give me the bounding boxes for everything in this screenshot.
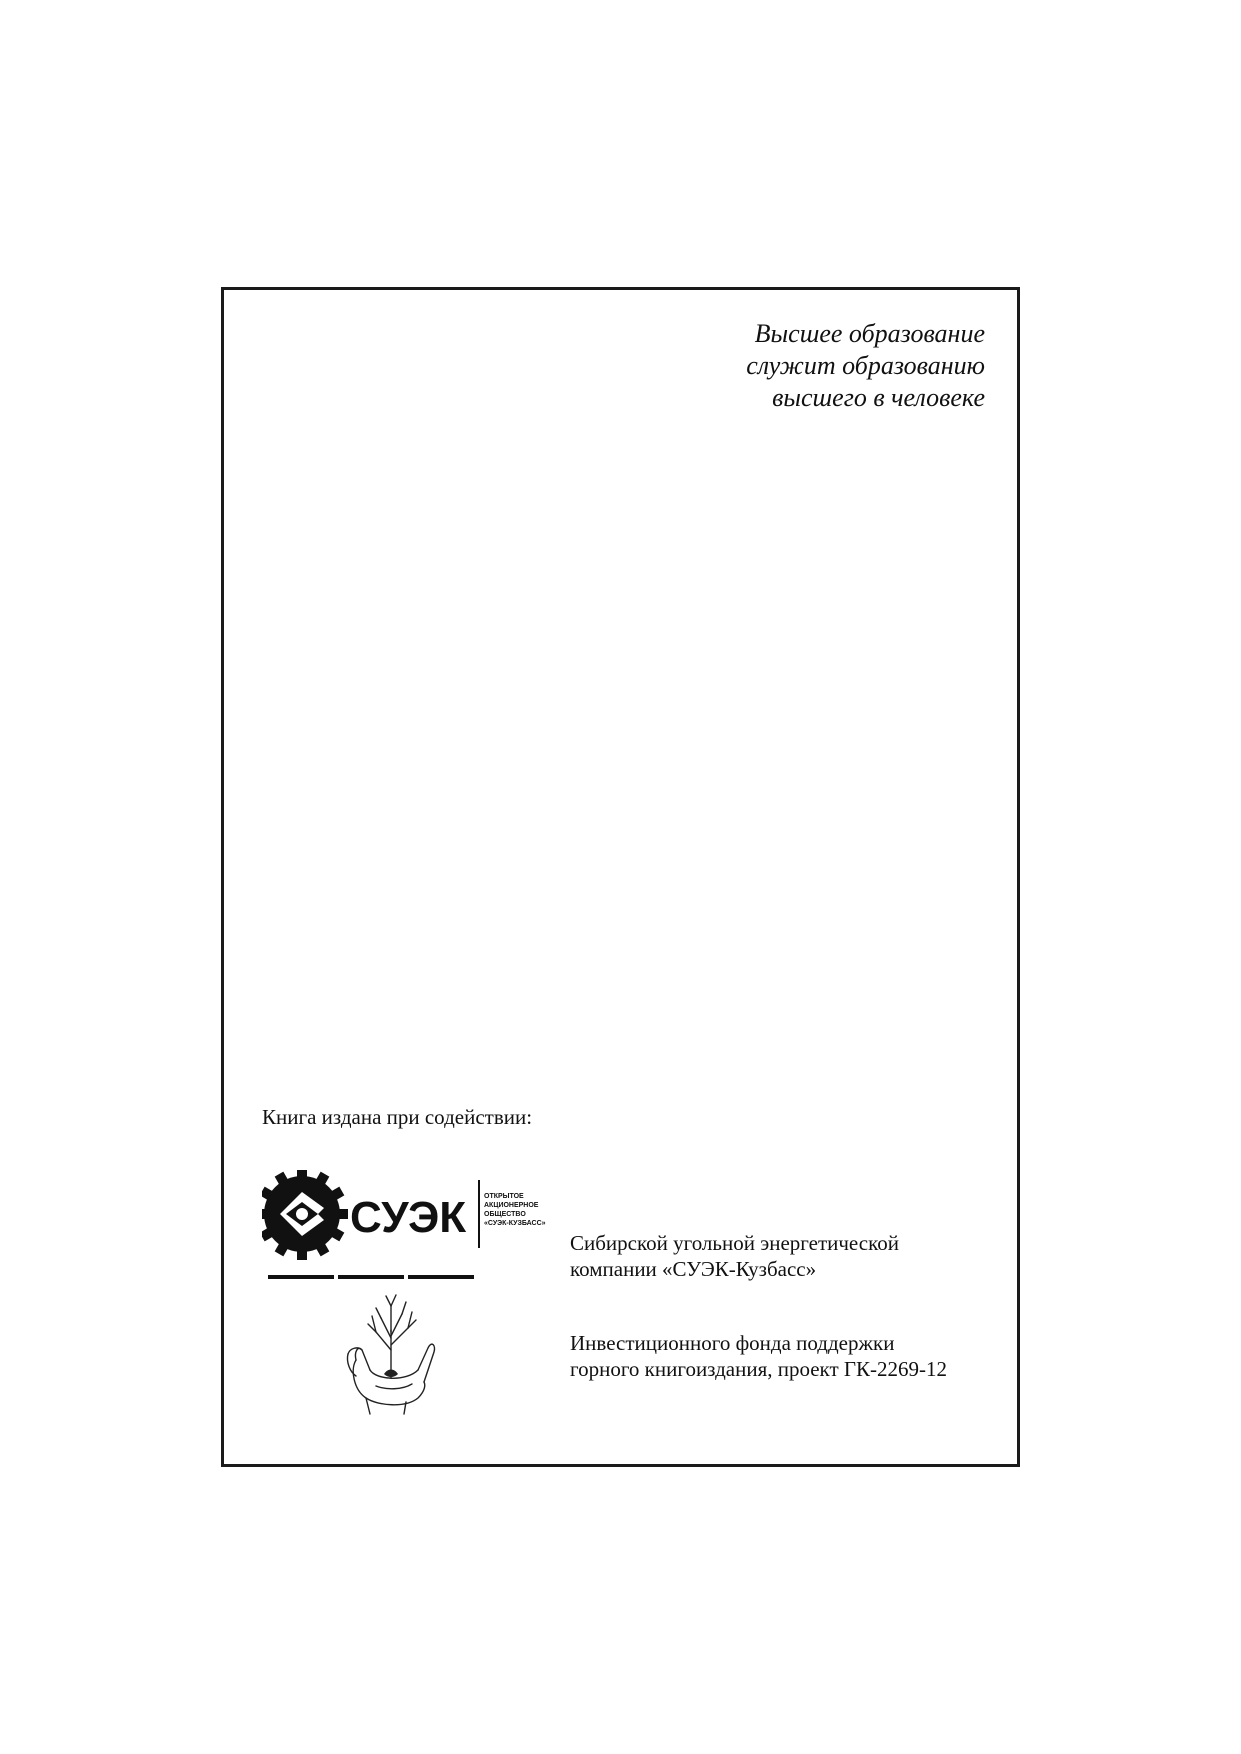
epigraph-line: высшего в человеке [772,383,985,412]
suek-subtitle-line: АКЦИОНЕРНОЕ [484,1202,539,1209]
epigraph-line: служит образованию [746,351,985,380]
gear-icon [262,1170,348,1260]
suek-logo [262,1170,562,1310]
epigraph-line: Высшее образование [754,319,985,348]
hand-with-tree-icon [336,1290,446,1415]
sponsor-line: Инвестиционного фонда поддержки [570,1331,895,1355]
suek-subtitle-line: ОТКРЫТОЕ [484,1193,524,1200]
sponsor-suek [570,1230,899,1282]
sponsor-fund [570,1330,947,1382]
epigraph [746,318,985,414]
sponsor-line: Сибирской угольной энергетической [570,1231,899,1255]
sponsor-line: компании «СУЭК-Кузбасс» [570,1257,817,1281]
support-title: Книга издана при содействии: [262,1105,533,1129]
svg-text:ОТКРЫТОЕ АКЦИОНЕРНОЕ [484,1193,546,1227]
decorative-underline [268,1275,474,1279]
suek-subtitle-line: «СУЭК-КУЗБАСС» [484,1220,546,1227]
suek-subtitle-line: ОБЩЕСТВО [484,1211,526,1218]
suek-wordmark: СУЭК [350,1193,467,1242]
sponsor-line: горного книгоиздания, проект ГК-2269-12 [570,1357,948,1381]
page-frame [221,287,1020,1467]
